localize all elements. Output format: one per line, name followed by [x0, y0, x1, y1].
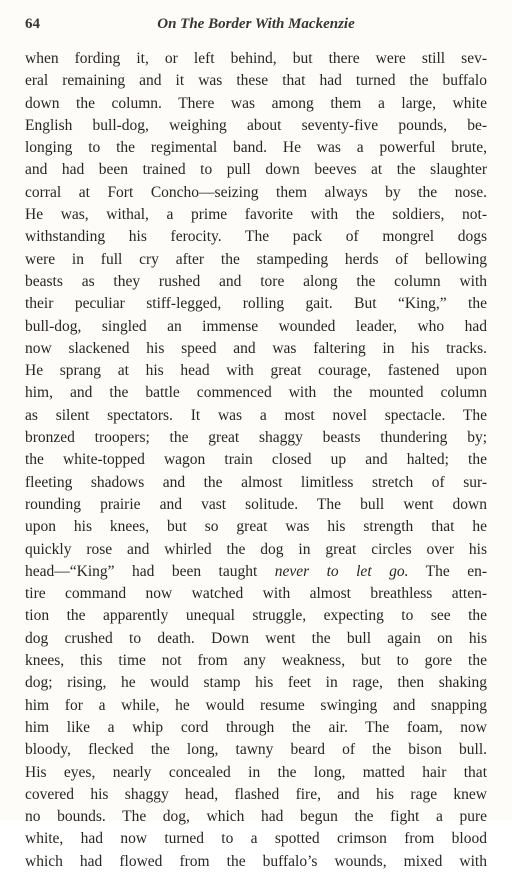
text-line: when fording it, or left behind, but there were still sev- [25, 50, 487, 67]
text-line: were in full cry after the stampeding herds of bellowing [25, 250, 487, 268]
text-line: rounding prairie and vast solitude. The bull went down [25, 495, 487, 513]
text-line: bronzed troopers; the great shaggy beasts thundering by; [25, 429, 487, 447]
text-line: bull-dog, singled an immense wounded leader, who had [25, 317, 487, 335]
running-title: On The Border With Mackenzie [157, 16, 355, 32]
text-line-with-italic [25, 561, 487, 583]
text-line: tion the apparently unequal struggle, expecting to see the [25, 607, 487, 625]
text-line: upon his knees, but so great was his strength that he [25, 518, 487, 536]
text-line: him, and the battle commenced with the mounted column [25, 384, 487, 402]
text-line: which had flowed from the buffalo’s wounds, mixed with [25, 852, 487, 870]
italic-phrase: never to let go. [274, 562, 409, 580]
text-line: tire command now watched with almost breathless atten- [25, 585, 487, 603]
text-line: him like a whip cord through the air. The foam, now [25, 718, 487, 736]
text-line: now slackened his speed and was faltering in his tracks. [25, 339, 487, 357]
text-line: as silent spectators. It was a most novel spectacle. The [25, 406, 487, 424]
text-line: fleeting shadows and the almost limitless stretch of sur- [25, 473, 487, 491]
text-line: bloody, flecked the long, tawny beard of the bison bull. [25, 741, 487, 759]
text-line: no bounds. The dog, which had begun the fight a pure [25, 808, 487, 826]
text-line: He was, withal, a prime favorite with the soldiers, not- [25, 206, 487, 224]
text-line: He sprang at his head with great courage, fastened upon [25, 362, 487, 380]
text-line: the white-topped wagon train closed up and halted; the [25, 451, 487, 469]
text-line: down the column. There was among them a large, white [25, 94, 487, 112]
text-segment: The en- [408, 562, 487, 580]
text-line: covered his shaggy head, flashed fire, and his rage knew [25, 785, 487, 803]
text-line: dog crushed to death. Down went the bull again on his [25, 629, 487, 647]
text-line: beasts as they rushed and tore along the column with [25, 272, 487, 290]
text-line: corral at Fort Concho—seizing them always by the nose. [25, 183, 487, 201]
text-segment: head—“King” had been taught [25, 562, 275, 580]
text-line: quickly rose and whirled the dog in great circles over his [25, 540, 487, 558]
running-head [25, 16, 487, 36]
text-line: knees, this time not from any weakness, but to gore the [25, 652, 487, 670]
page-number: 64 [25, 16, 40, 32]
text-line: him for a while, he would resume swinging and snapping [25, 696, 487, 714]
body-text [25, 48, 487, 873]
text-line: white, had now turned to a spotted crimson from blood [25, 830, 487, 848]
text-line: dog; rising, he would stamp his feet in rage, then shaking [25, 674, 487, 692]
text-line: longing to the regimental band. He was a powerful brute, [25, 139, 487, 157]
text-line: eral remaining and it was these that had turned the buffalo [25, 72, 487, 90]
text-line: and had been trained to pull down beeves at the slaughter [25, 161, 487, 179]
text-line: English bull-dog, weighing about seventy-five pounds, be- [25, 116, 487, 134]
text-line: withstanding his ferocity. The pack of mongrel dogs [25, 228, 487, 246]
text-line: their peculiar stiff-legged, rolling gait. But “King,” the [25, 295, 487, 313]
text-line: His eyes, nearly concealed in the long, matted hair that [25, 763, 487, 781]
